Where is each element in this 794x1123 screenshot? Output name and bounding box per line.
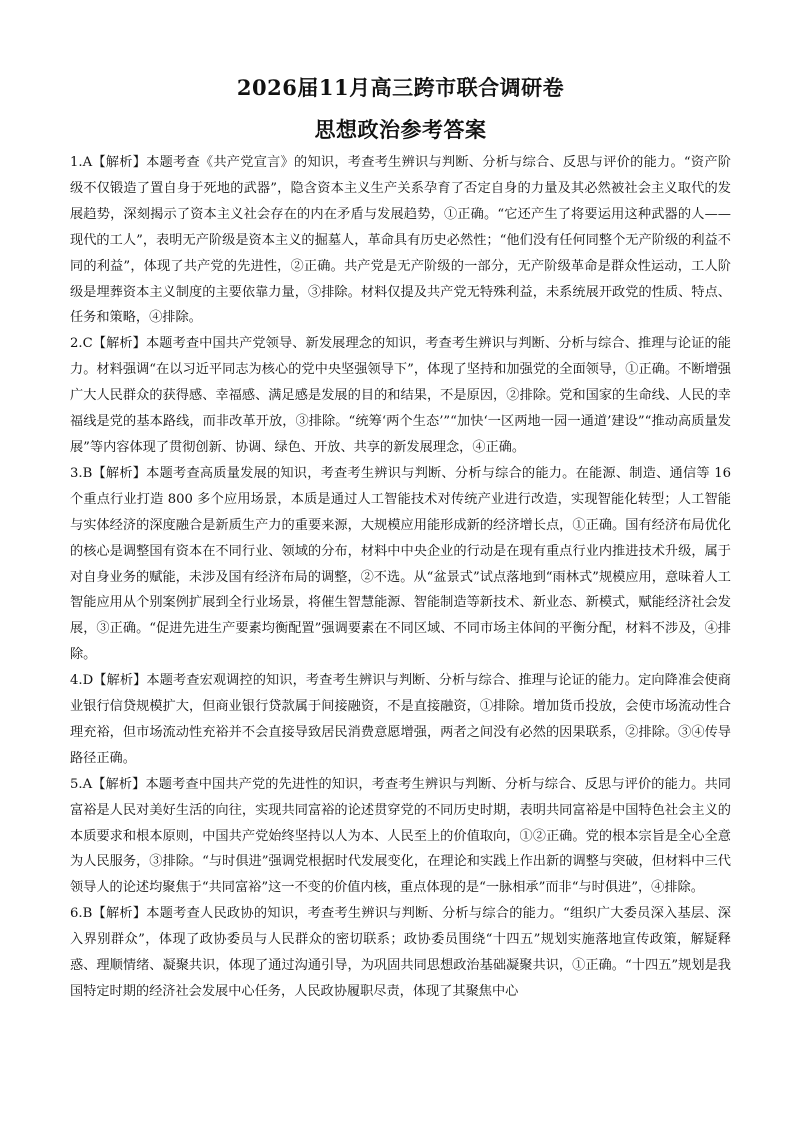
answer-item-5: 5.A【解析】本题考查中国共产党的先进性的知识，考查考生辨识与判断、分析与综合、反思与评价的能力。共同富裕是人民对美好生活的向往，实现共同富裕的论述贯穿党的不同历史时期，表明共同富裕是中国特色社会主义的本质要求和根本原则，中国共产党始终坚持以人为本、人民至上的价值取向，①②正确。党的根本宗旨是全心全意为人民服务，③排除。“与时俱进”强调党根据时代发展变化，在理论和实践上作出新的调整与突破，但材料中三代领导人的论述均聚焦于“共同富裕”这一不变的价值内核，重点体现的是“一脉相承”而非“与时俱进”，④排除。 [70,776,731,896]
answer-item-1: 1.A【解析】本题考查《共产党宣言》的知识，考查考生辨识与判断、分析与综合、反思与评价的能力。“资产阶级不仅锻造了置自身于死地的武器”，隐含资本主义生产关系孕育了否定自身的力量及其必然被社会主义取代的发展趋势，深刻揭示了资本主义社会存在的内在矛盾与发展趋势，①正确。“它还产生了将要运用这种武器的人——现代的工人”，表明无产阶级是资本主义的掘墓人，革命具有历史必然性；“他们没有任何同整个无产阶级的利益不同的利益”，体现了共产党的先进性，②正确。共产党是无产阶级的一部分，无产阶级革命是群众性运动，工人阶级是埋葬资本主义制度的主要依靠力量，③排除。材料仅提及共产党无特殊利益，未系统展开政党的性质、特点、任务和策略，④排除。 [70,155,731,326]
answer-list [70,150,731,1005]
answer-item-2: 2.C【解析】本题考查中国共产党领导、新发展理念的知识，考查考生辨识与判断、分析与综合、推理与论证的能力。材料强调“在以习近平同志为核心的党中央坚强领导下”，体现了坚持和加强党的全面领导，①正确。不断增强广大人民群众的获得感、幸福感、满足感是发展的目的和结果，不是原因，②排除。党和国家的生命线、人民的幸福线是党的基本路线，而非改革开放，③排除。“统筹‘两个生态’”“加快‘一区两地一园一通道’建设”“推动高质量发展”等内容体现了贯彻创新、协调、绿色、开放、共享的新发展理念，④正确。 [70,336,731,455]
answer-item-6: 6.B【解析】本题考查人民政协的知识，考查考生辨识与判断、分析与综合的能力。“组织广大委员深入基层、深入界别群众”，体现了政协委员与人民群众的密切联系；政协委员围绕“十四五”规划实施落地宣传政策，解疑释惑、理顺情绪、凝聚共识，体现了通过沟通引导，为巩固共同思想政治基础凝聚共识，①正确。“十四五”规划是我国特定时期的经济社会发展中心任务，人民政协履职尽责，体现了其聚焦中心 [70,906,731,999]
answer-item-4: 4.D【解析】本题考查宏观调控的知识，考查考生辨识与判断、分析与综合、推理与论证的能力。定向降准会使商业银行信贷规模扩大，但商业银行贷款属于间接融资，不是直接融资，①排除。增加货币投放，会使市场流动性合理充裕，但市场流动性充裕并不会直接导致居民消费意愿增强，两者之间没有必然的因果联系，②排除。③④传导路径正确。 [70,673,731,766]
document-title: 2026届11月高三跨市联合调研卷 [236,75,565,100]
document-subtitle: 思想政治参考答案 [314,117,487,142]
answer-item-3: 3.B【解析】本题考查高质量发展的知识，考查考生辨识与判断、分析与综合的能力。在能源、制造、通信等 16 个重点行业打造 800 多个应用场景，本质是通过人工智能技术对传统产业进行改造，实现智能化转型；人工智能与实体经济的深度融合是新质生产力的重要来源，大规模应用能形成新的经济增长点，①正确。国有经济布局优化的核心是调整国有资本在不同行业、领域的分布，材料中中央企业的行动是在现有重点行业内推进技术升级，属于对自身业务的赋能，未涉及国有经济布局的调整，②不选。从“盆景式”试点落地到“雨林式”规模应用，意味着人工智能应用从个别案例扩展到全行业场景，将催生智慧能源、智能制造等新技术、新业态、新模式，赋能经济社会发展，③正确。“促进先进生产要素均衡配置”强调要素在不同区域、不同市场主体间的平衡分配，材料不涉及，④排除。 [70,465,731,663]
